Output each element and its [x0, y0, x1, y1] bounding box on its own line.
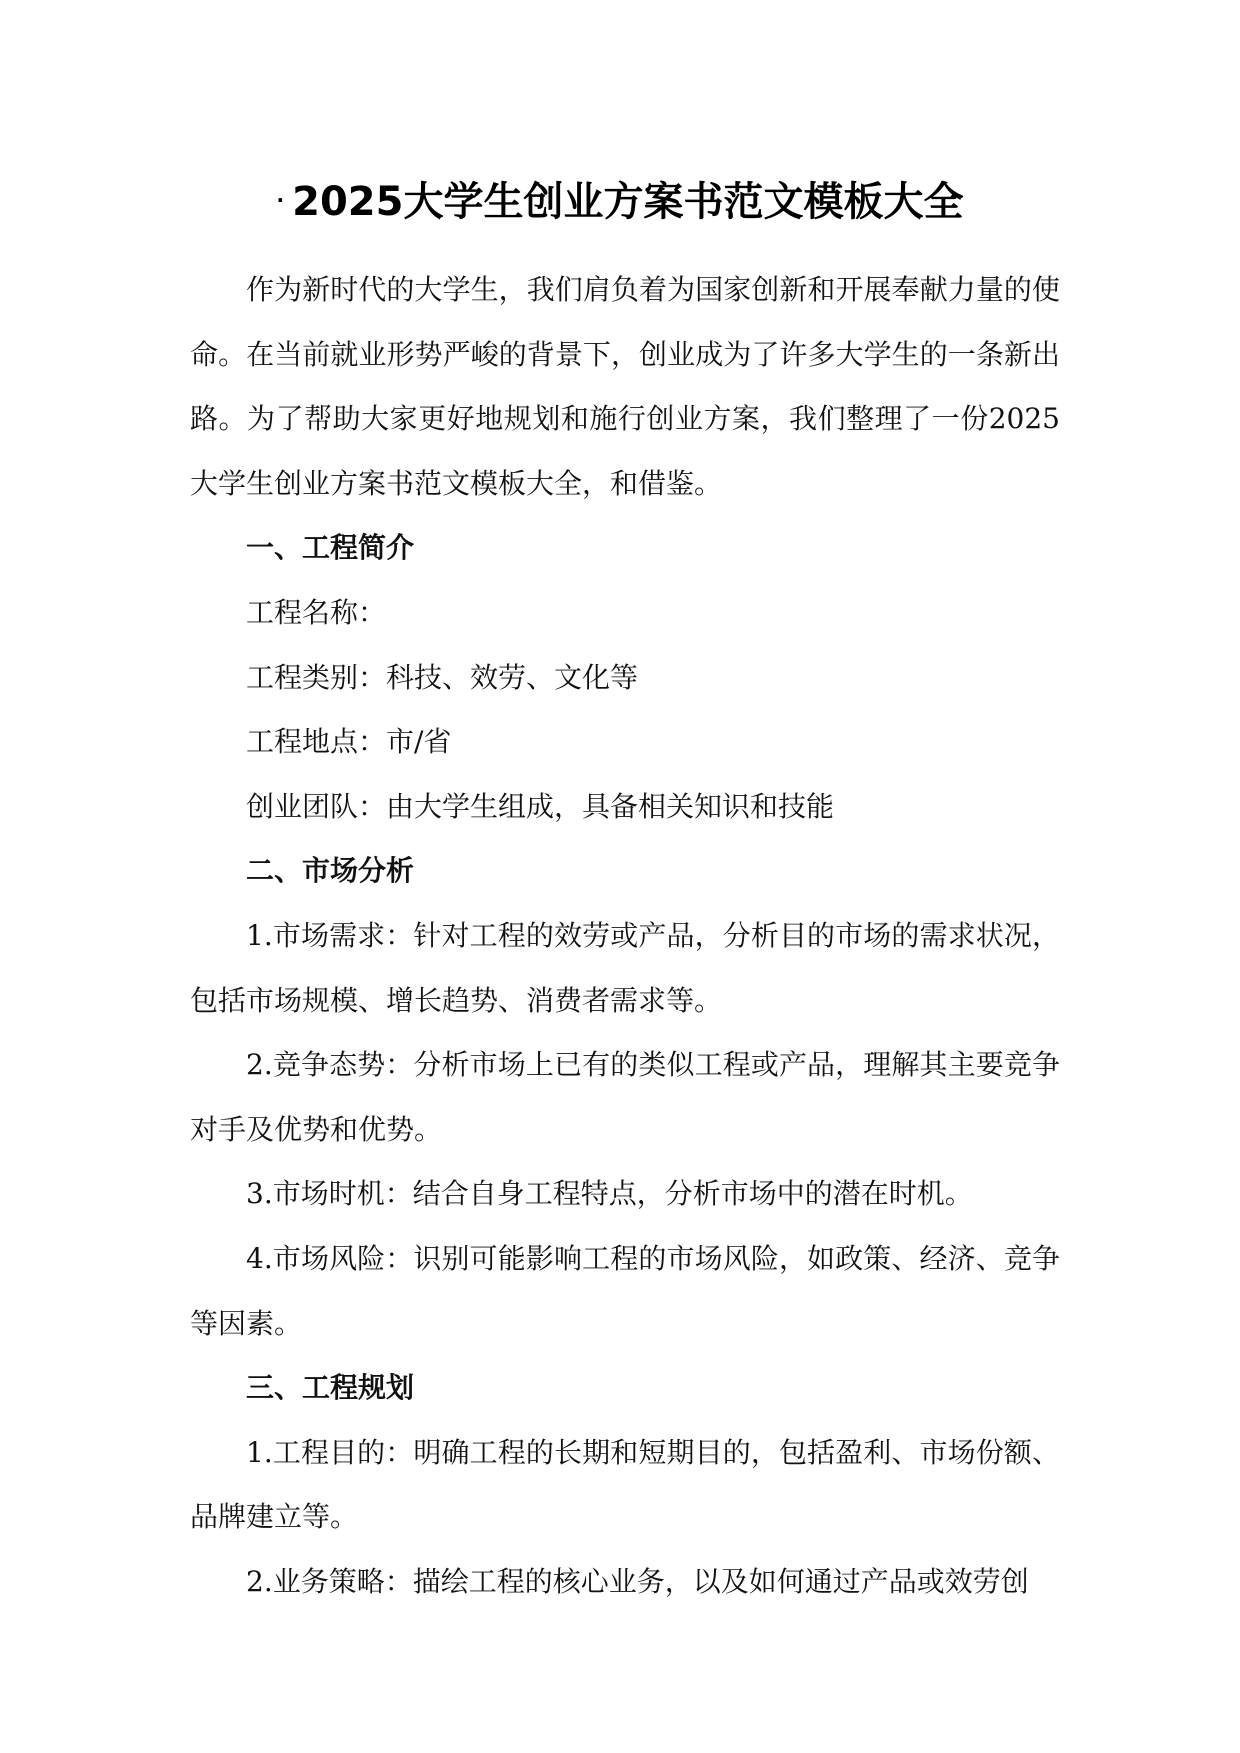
overview-item-name: 工程名称： [246, 595, 387, 629]
section-heading-market-analysis: 二、市场分析 [246, 854, 415, 888]
market-item-demand: 1.市场需求：针对工程的效劳或产品，分析目的市场的需求状况，包括市场规模、增长趋势、消费者需求等。 [190, 918, 1060, 1017]
planning-item-strategy: 2.业务策略：描绘工程的核心业务，以及如何通过产品或效劳创 [246, 1564, 1029, 1598]
overview-item-category: 工程类别：科技、效劳、文化等 [246, 660, 639, 694]
title-bullet-mark: · [276, 188, 285, 212]
overview-item-team: 创业团队：由大学生组成，具备相关知识和技能 [246, 789, 835, 823]
title-text: 2025大学生创业方案书范文模板大全 [292, 179, 964, 225]
market-item-risk: 4.市场风险：识别可能影响工程的市场风险，如政策、经济、竞争等因素。 [190, 1241, 1060, 1340]
section-heading-planning: 三、工程规划 [246, 1371, 415, 1405]
document-body [190, 258, 1060, 1614]
market-item-competition: 2.竞争态势：分析市场上已有的类似工程或产品，理解其主要竞争对手及优势和优势。 [190, 1048, 1060, 1146]
section-heading-overview: 一、工程简介 [246, 531, 415, 565]
overview-item-location: 工程地点：市/省 [246, 725, 452, 759]
planning-item-goals: 1.工程目的：明确工程的长期和短期目的，包括盈利、市场份额、品牌建立等。 [190, 1435, 1060, 1534]
document-title [0, 176, 1240, 228]
market-item-opportunity: 3.市场时机：结合自身工程特点，分析市场中的潜在时机。 [246, 1177, 973, 1211]
intro-paragraph: 作为新时代的大学生，我们肩负着为国家创新和开展奉献力量的使命。在当前就业形势严峻的背景下，创业成为了许多大学生的一条新出路。为了帮助大家更好地规划和施行创业方案，我们整理了一份2025大学生创业方案书范文模板大全，和借鉴。 [190, 273, 1060, 500]
